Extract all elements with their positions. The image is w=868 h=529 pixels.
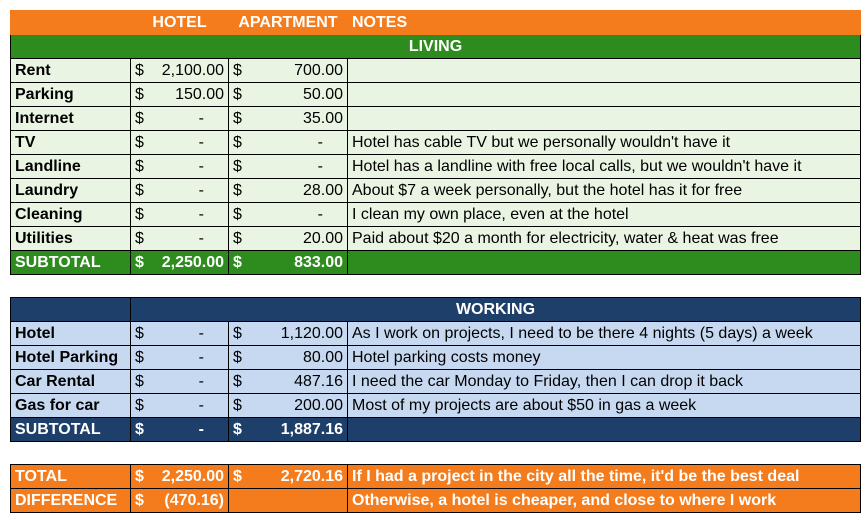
living-row — [11, 107, 861, 131]
hotel-cost-cell[interactable] — [131, 107, 229, 131]
row-note: Most of my projects are about $50 in gas a week — [352, 396, 697, 414]
apartment-cost-cell[interactable] — [229, 59, 348, 83]
apartment-cost-cell[interactable] — [229, 83, 348, 107]
currency-symbol: $ — [135, 348, 144, 366]
hotel-cost-value: - — [198, 372, 204, 390]
currency-symbol: $ — [135, 85, 144, 103]
currency-symbol: $ — [135, 324, 144, 342]
row-label-cell[interactable] — [11, 322, 131, 346]
hotel-cost-cell[interactable] — [131, 59, 229, 83]
row-label-cell[interactable] — [11, 227, 131, 251]
hotel-cost-value: - — [198, 348, 204, 366]
living-row — [11, 59, 861, 83]
row-note: Hotel has cable TV but we personally wouldn't have it — [352, 133, 731, 151]
working-subtotal-hotel[interactable] — [131, 418, 229, 442]
note-cell[interactable] — [348, 394, 861, 418]
currency-symbol: $ — [233, 205, 242, 223]
living-row — [11, 83, 861, 107]
hotel-cost-value: 150.00 — [175, 85, 224, 103]
working-subtotal-label[interactable]: SUBTOTAL — [11, 418, 131, 442]
currency-symbol: $ — [233, 109, 242, 127]
living-subtotal-note[interactable] — [348, 251, 861, 275]
note-cell[interactable] — [348, 322, 861, 346]
currency-symbol: $ — [135, 205, 144, 223]
apartment-cost-cell[interactable] — [229, 155, 348, 179]
apartment-cost-cell[interactable] — [229, 322, 348, 346]
apartment-cost-value: 1,120.00 — [280, 324, 343, 342]
currency-symbol: $ — [135, 491, 144, 509]
working-row — [11, 394, 861, 418]
totals-table — [10, 464, 861, 513]
row-label: TV — [15, 133, 36, 151]
working-subtotal-apartment[interactable] — [229, 418, 348, 442]
row-label: Internet — [15, 109, 74, 127]
apartment-cost-value: 50.00 — [302, 85, 343, 103]
living-row — [11, 179, 861, 203]
living-subtotal-row — [11, 251, 861, 275]
budget-table — [10, 10, 861, 275]
currency-symbol: $ — [233, 133, 242, 151]
row-label: Rent — [15, 61, 51, 79]
currency-symbol: $ — [233, 181, 242, 199]
total-hotel[interactable] — [131, 465, 229, 489]
row-label-cell[interactable] — [11, 131, 131, 155]
total-apartment[interactable] — [229, 465, 348, 489]
row-note: Paid about $20 a month for electricity, water & heat was free — [352, 229, 779, 247]
header-apartment[interactable]: APARTMENT — [229, 11, 348, 35]
difference-apartment[interactable] — [229, 489, 348, 513]
living-row — [11, 227, 861, 251]
note-cell[interactable] — [348, 179, 861, 203]
note-cell[interactable] — [348, 155, 861, 179]
header-hotel[interactable]: HOTEL — [131, 11, 229, 35]
currency-symbol: $ — [233, 61, 242, 79]
row-label-cell[interactable] — [11, 346, 131, 370]
row-label: Hotel Parking — [15, 348, 119, 366]
currency-symbol: $ — [135, 133, 144, 151]
working-title-blank[interactable] — [11, 298, 131, 322]
note-cell[interactable] — [348, 203, 861, 227]
difference-hotel[interactable] — [131, 489, 229, 513]
budget-sheet — [10, 10, 860, 513]
hotel-cost-cell[interactable] — [131, 346, 229, 370]
apartment-cost-value: 35.00 — [302, 109, 343, 127]
total-apartment-value: 2,720.16 — [280, 467, 343, 485]
header-notes[interactable]: NOTES — [348, 11, 861, 35]
apartment-cost-cell[interactable] — [229, 370, 348, 394]
total-row — [11, 465, 861, 489]
hotel-cost-cell[interactable] — [131, 203, 229, 227]
working-table — [10, 297, 861, 442]
row-label-cell[interactable] — [11, 203, 131, 227]
currency-symbol: $ — [233, 85, 242, 103]
hotel-cost-cell[interactable] — [131, 394, 229, 418]
apartment-cost-value: 700.00 — [294, 61, 343, 79]
row-label: Utilities — [15, 229, 73, 247]
living-subtotal-apartment[interactable] — [229, 251, 348, 275]
apartment-cost-value: 20.00 — [302, 229, 343, 247]
working-subtotal-hotel-value: - — [198, 420, 204, 438]
apartment-cost-cell[interactable] — [229, 179, 348, 203]
apartment-cost-cell[interactable] — [229, 203, 348, 227]
hotel-cost-value: - — [198, 157, 204, 175]
working-row — [11, 322, 861, 346]
row-note: I need the car Monday to Friday, then I can drop it back — [352, 372, 744, 390]
living-row — [11, 155, 861, 179]
hotel-cost-value: 2,100.00 — [161, 61, 224, 79]
currency-symbol: $ — [233, 229, 242, 247]
row-label: Laundry — [15, 181, 79, 199]
note-cell[interactable] — [348, 83, 861, 107]
hotel-cost-cell[interactable] — [131, 370, 229, 394]
row-label-cell[interactable] — [11, 155, 131, 179]
note-cell[interactable] — [348, 227, 861, 251]
total-hotel-value: 2,250.00 — [161, 467, 224, 485]
apartment-cost-cell[interactable] — [229, 131, 348, 155]
hotel-cost-cell[interactable] — [131, 131, 229, 155]
apartment-cost-value: 487.16 — [294, 372, 343, 390]
living-subtotal-hotel-value: 2,250.00 — [161, 253, 224, 271]
living-subtotal-hotel[interactable] — [131, 251, 229, 275]
row-label-cell[interactable] — [11, 107, 131, 131]
currency-symbol: $ — [135, 253, 144, 271]
row-label: Cleaning — [15, 205, 83, 223]
row-label: Gas for car — [15, 396, 100, 414]
apartment-cost-cell[interactable] — [229, 227, 348, 251]
working-subtotal-apartment-value: 1,887.16 — [280, 420, 343, 438]
row-note: As I work on projects, I need to be there 4 nights (5 days) a week — [352, 324, 813, 342]
row-note: About $7 a week personally, but the hotel has it for free — [352, 181, 743, 199]
difference-row — [11, 489, 861, 513]
currency-symbol: $ — [233, 420, 242, 438]
difference-label[interactable]: DIFFERENCE — [11, 489, 131, 513]
working-title-row — [11, 298, 861, 322]
hotel-cost-value: - — [198, 109, 204, 127]
apartment-cost-value: - — [317, 157, 323, 175]
currency-symbol: $ — [233, 396, 242, 414]
currency-symbol: $ — [135, 109, 144, 127]
living-subtotal-apartment-value: 833.00 — [294, 253, 343, 271]
working-rows — [11, 322, 861, 418]
hotel-cost-value: - — [198, 133, 204, 151]
hotel-cost-value: - — [198, 181, 204, 199]
hotel-cost-cell[interactable] — [131, 179, 229, 203]
hotel-cost-value: - — [198, 396, 204, 414]
difference-hotel-value: (470.16) — [164, 491, 224, 509]
apartment-cost-value: 200.00 — [294, 396, 343, 414]
currency-symbol: $ — [135, 467, 144, 485]
row-note: I clean my own place, even at the hotel — [352, 205, 629, 223]
living-title-row — [11, 35, 861, 59]
row-note: Hotel has a landline with free local calls, but we wouldn't have it — [352, 157, 802, 175]
apartment-cost-value: - — [317, 205, 323, 223]
row-label-cell[interactable] — [11, 394, 131, 418]
currency-symbol: $ — [135, 420, 144, 438]
currency-symbol: $ — [233, 348, 242, 366]
row-note: Hotel parking costs money — [352, 348, 541, 366]
note-cell[interactable] — [348, 346, 861, 370]
note-cell[interactable] — [348, 131, 861, 155]
living-rows — [11, 59, 861, 251]
total-label[interactable]: TOTAL — [11, 465, 131, 489]
hotel-cost-value: - — [198, 205, 204, 223]
living-row — [11, 203, 861, 227]
header-row — [11, 11, 861, 35]
section-gap — [10, 275, 860, 297]
row-label: Hotel — [15, 324, 55, 342]
total-note[interactable]: If I had a project in the city all the time, it'd be the best deal — [348, 465, 861, 489]
currency-symbol: $ — [135, 157, 144, 175]
currency-symbol: $ — [233, 253, 242, 271]
living-row — [11, 131, 861, 155]
currency-symbol: $ — [135, 372, 144, 390]
note-cell[interactable] — [348, 370, 861, 394]
working-subtotal-note[interactable] — [348, 418, 861, 442]
currency-symbol: $ — [135, 181, 144, 199]
section-gap — [10, 442, 860, 464]
row-label-cell[interactable] — [11, 83, 131, 107]
currency-symbol: $ — [233, 372, 242, 390]
working-title[interactable]: WORKING — [131, 298, 861, 322]
row-label-cell[interactable] — [11, 179, 131, 203]
header-blank-cell[interactable] — [11, 11, 131, 35]
hotel-cost-value: - — [198, 324, 204, 342]
hotel-cost-cell[interactable] — [131, 83, 229, 107]
working-row — [11, 370, 861, 394]
row-label: Parking — [15, 85, 74, 103]
hotel-cost-cell[interactable] — [131, 227, 229, 251]
apartment-cost-cell[interactable] — [229, 394, 348, 418]
row-label-cell[interactable] — [11, 370, 131, 394]
working-subtotal-row — [11, 418, 861, 442]
row-label: Car Rental — [15, 372, 96, 390]
hotel-cost-value: - — [198, 229, 204, 247]
currency-symbol: $ — [233, 157, 242, 175]
hotel-cost-cell[interactable] — [131, 155, 229, 179]
currency-symbol: $ — [233, 467, 242, 485]
row-label: Landline — [15, 157, 81, 175]
hotel-cost-cell[interactable] — [131, 322, 229, 346]
difference-note[interactable]: Otherwise, a hotel is cheaper, and close to where I work — [348, 489, 861, 513]
note-cell[interactable] — [348, 59, 861, 83]
currency-symbol: $ — [135, 61, 144, 79]
apartment-cost-cell[interactable] — [229, 107, 348, 131]
apartment-cost-value: - — [317, 133, 323, 151]
working-row — [11, 346, 861, 370]
living-title[interactable]: LIVING — [11, 35, 861, 59]
living-subtotal-label[interactable]: SUBTOTAL — [11, 251, 131, 275]
apartment-cost-value: 80.00 — [302, 348, 343, 366]
currency-symbol: $ — [135, 396, 144, 414]
currency-symbol: $ — [135, 229, 144, 247]
row-label-cell[interactable] — [11, 59, 131, 83]
note-cell[interactable] — [348, 107, 861, 131]
apartment-cost-cell[interactable] — [229, 346, 348, 370]
apartment-cost-value: 28.00 — [302, 181, 343, 199]
currency-symbol: $ — [233, 324, 242, 342]
